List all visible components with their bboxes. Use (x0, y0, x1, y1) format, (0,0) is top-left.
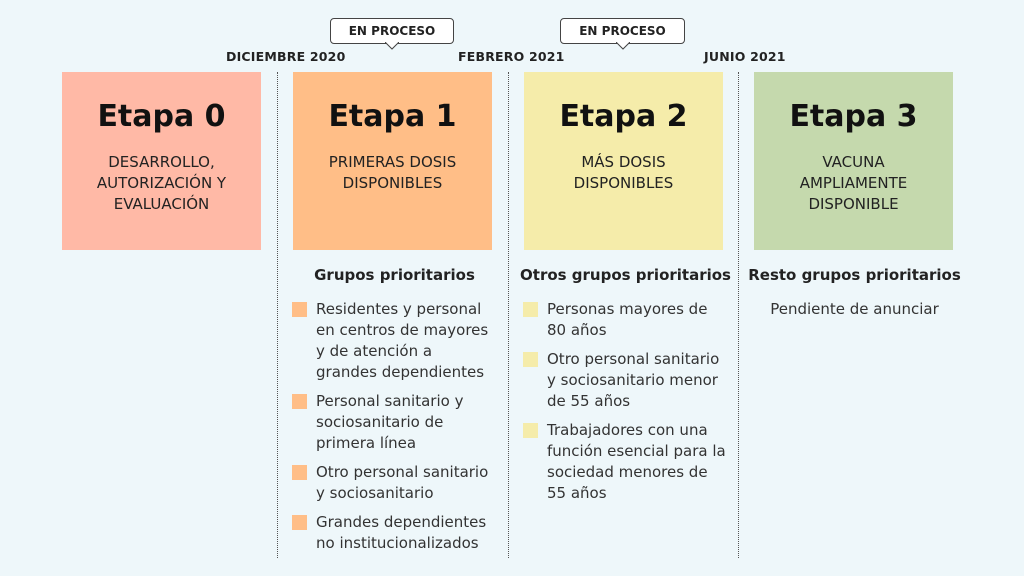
stage-title: Etapa 0 (97, 99, 226, 134)
bullet-square-icon (523, 352, 538, 367)
timeline-divider-dec-2020 (277, 72, 278, 558)
stage-title: Etapa 3 (789, 99, 918, 134)
callout-pointer-icon (616, 42, 630, 50)
stage-card-0 (62, 72, 261, 250)
group-heading: Resto grupos prioritarios (748, 266, 961, 284)
status-badge-stage-1 (330, 18, 454, 44)
priority-groups-stage-2 (520, 266, 731, 512)
date-label-jun-2021: JUNIO 2021 (704, 49, 786, 64)
priority-groups-stage-1 (292, 266, 497, 562)
stage-title: Etapa 2 (559, 99, 688, 134)
list-item (292, 462, 497, 504)
priority-groups-stage-3 (748, 266, 961, 320)
bullet-square-icon (523, 302, 538, 317)
callout-pointer-icon (385, 42, 399, 50)
stage-description: DESARROLLO, AUTORIZACIÓN Y EVALUACIÓN (96, 153, 227, 213)
list-item-text: Otro personal sanitario y sociosanitario menor de 55 años (547, 350, 720, 410)
list-item-text: Personal sanitario y sociosanitario de primera línea (316, 392, 464, 452)
list-item-text: Otro personal sanitario y sociosanitario (316, 463, 489, 502)
list-item (292, 299, 497, 383)
list-item (523, 299, 728, 341)
group-list (523, 299, 728, 504)
timeline-divider-feb-2021 (508, 72, 509, 558)
stage-description: PRIMERAS DOSIS DISPONIBLES (328, 153, 457, 192)
group-list (292, 299, 497, 554)
group-heading: Grupos prioritarios (314, 266, 475, 284)
list-item (292, 391, 497, 454)
status-badge-stage-2 (560, 18, 685, 44)
stage-card-1 (293, 72, 492, 250)
list-item (292, 512, 497, 554)
stage-card-3 (754, 72, 953, 250)
group-heading: Otros grupos prioritarios (520, 266, 731, 284)
bullet-square-icon (292, 465, 307, 480)
list-item (523, 349, 728, 412)
list-item (523, 420, 728, 504)
list-item-text: Trabajadores con una función esencial para la sociedad menores de 55 años (547, 421, 726, 502)
status-badge-label: EN PROCESO (348, 24, 436, 38)
list-item-text: Grandes dependientes no institucionalizados (316, 513, 487, 552)
status-badge-label: EN PROCESO (579, 24, 666, 38)
bullet-square-icon (292, 515, 307, 530)
list-item-text: Residentes y personal en centros de mayores y de atención a grandes dependientes (316, 300, 489, 381)
stage-description: MÁS DOSIS DISPONIBLES (573, 153, 674, 192)
stage-description: VACUNA AMPLIAMENTE DISPONIBLE (799, 153, 908, 213)
bullet-square-icon (292, 302, 307, 317)
stage-title: Etapa 1 (328, 99, 457, 134)
bullet-square-icon (523, 423, 538, 438)
date-label-dec-2020: DICIEMBRE 2020 (226, 49, 346, 64)
list-item-text: Personas mayores de 80 años (547, 300, 708, 339)
timeline-divider-jun-2021 (738, 72, 739, 558)
stage-card-2 (524, 72, 723, 250)
date-label-feb-2021: FEBRERO 2021 (458, 49, 565, 64)
pending-announcement-text: Pendiente de anunciar (770, 300, 939, 318)
bullet-square-icon (292, 394, 307, 409)
